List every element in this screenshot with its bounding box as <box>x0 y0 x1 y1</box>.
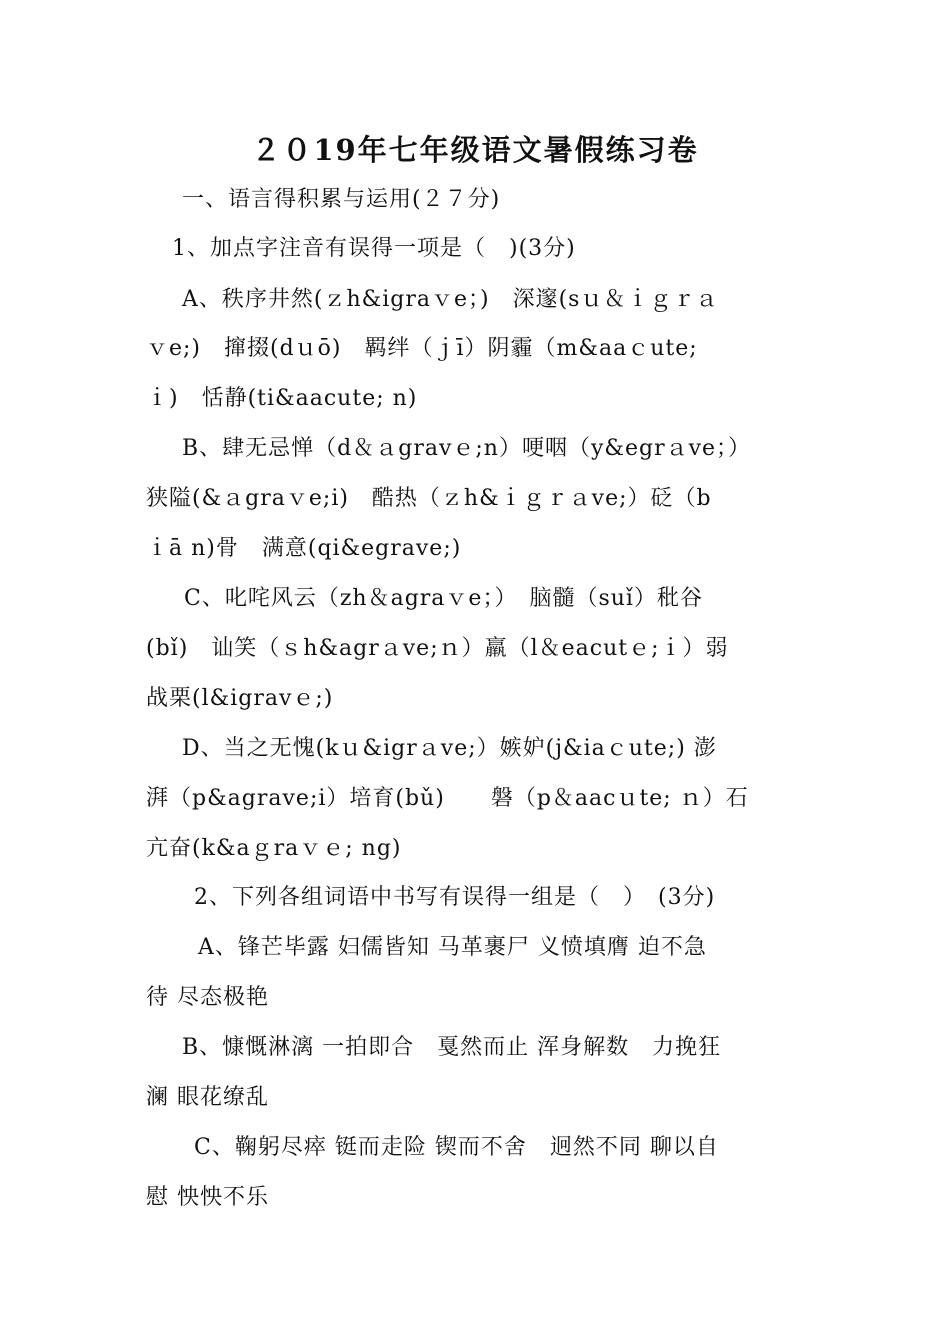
q1-option-c-cont: (bǐ) 讪笑（ｓh&agrａve;ｎ）羸（l＆eacutｅ;ｉ）弱 <box>146 636 729 661</box>
q1-option-d: D、当之无愧(kｕ&igrａve;）嫉妒(j&iaｃute;) 澎 <box>182 736 717 761</box>
question-2: 2、下列各组词语中书写有误得一组是（ ） (3分) <box>194 885 716 910</box>
q1-option-b: B、肆无忌惮（d＆ａgravｅ;n）哽咽（y&egrａve；） <box>182 436 752 461</box>
q1-option-d-cont: 湃（p&agrave;i）培育(bǔ) 磐（p＆aacｕte; ｎ）石 <box>146 786 749 811</box>
q1-option-a: A、秩序井然(ｚh&igraｖe；) 深邃(sｕ＆ｉｇｒａ <box>182 287 719 312</box>
page-title: ２０19年七年级语文暑假练习卷 <box>251 133 699 167</box>
q1-option-c-cont: 战栗(l&igravｅ;) <box>146 686 334 711</box>
q1-option-d-cont: 亢奋(k&aｇraｖｅ; ng) <box>146 836 402 861</box>
q1-option-a-cont: ｉ) 恬静(ti&aacute; n) <box>146 386 418 411</box>
question-1: 1、加点字注音有误得一项是（ )(3分) <box>172 236 576 261</box>
q1-option-a-cont: ｖe;) 撺掇(dｕō) 羁绊（ｊī）阴霾（m&aaｃute; <box>146 336 698 361</box>
q2-option-b: B、慷慨淋漓 一拍即合 戛然而止 浑身解数 力挽狂 <box>182 1035 722 1060</box>
q1-option-b-cont: 狭隘(&ａgraｖe;i) 酷热（ｚh&ｉｇｒａve;）砭（b <box>146 486 712 511</box>
q2-option-a: A、锋芒毕露 妇儒皆知 马革裹尸 义愤填膺 迫不急 <box>198 935 707 960</box>
q1-option-b-cont: ｉā n)骨 满意(qi&egrave;) <box>146 536 462 561</box>
q1-option-c: C、叱咤风云（zh＆agraｖe；） 脑髓（suǐ）秕谷 <box>184 586 703 611</box>
q2-option-b-cont: 澜 眼花缭乱 <box>146 1085 269 1110</box>
q2-option-c-cont: 慰 怏怏不乐 <box>146 1185 269 1210</box>
q2-option-a-cont: 待 尽态极艳 <box>146 985 269 1010</box>
q2-option-c: C、鞠躬尽瘁 铤而走险 锲而不舍 迥然不同 聊以自 <box>194 1135 719 1160</box>
section-heading: 一、语言得积累与运用(２７分) <box>182 187 501 212</box>
